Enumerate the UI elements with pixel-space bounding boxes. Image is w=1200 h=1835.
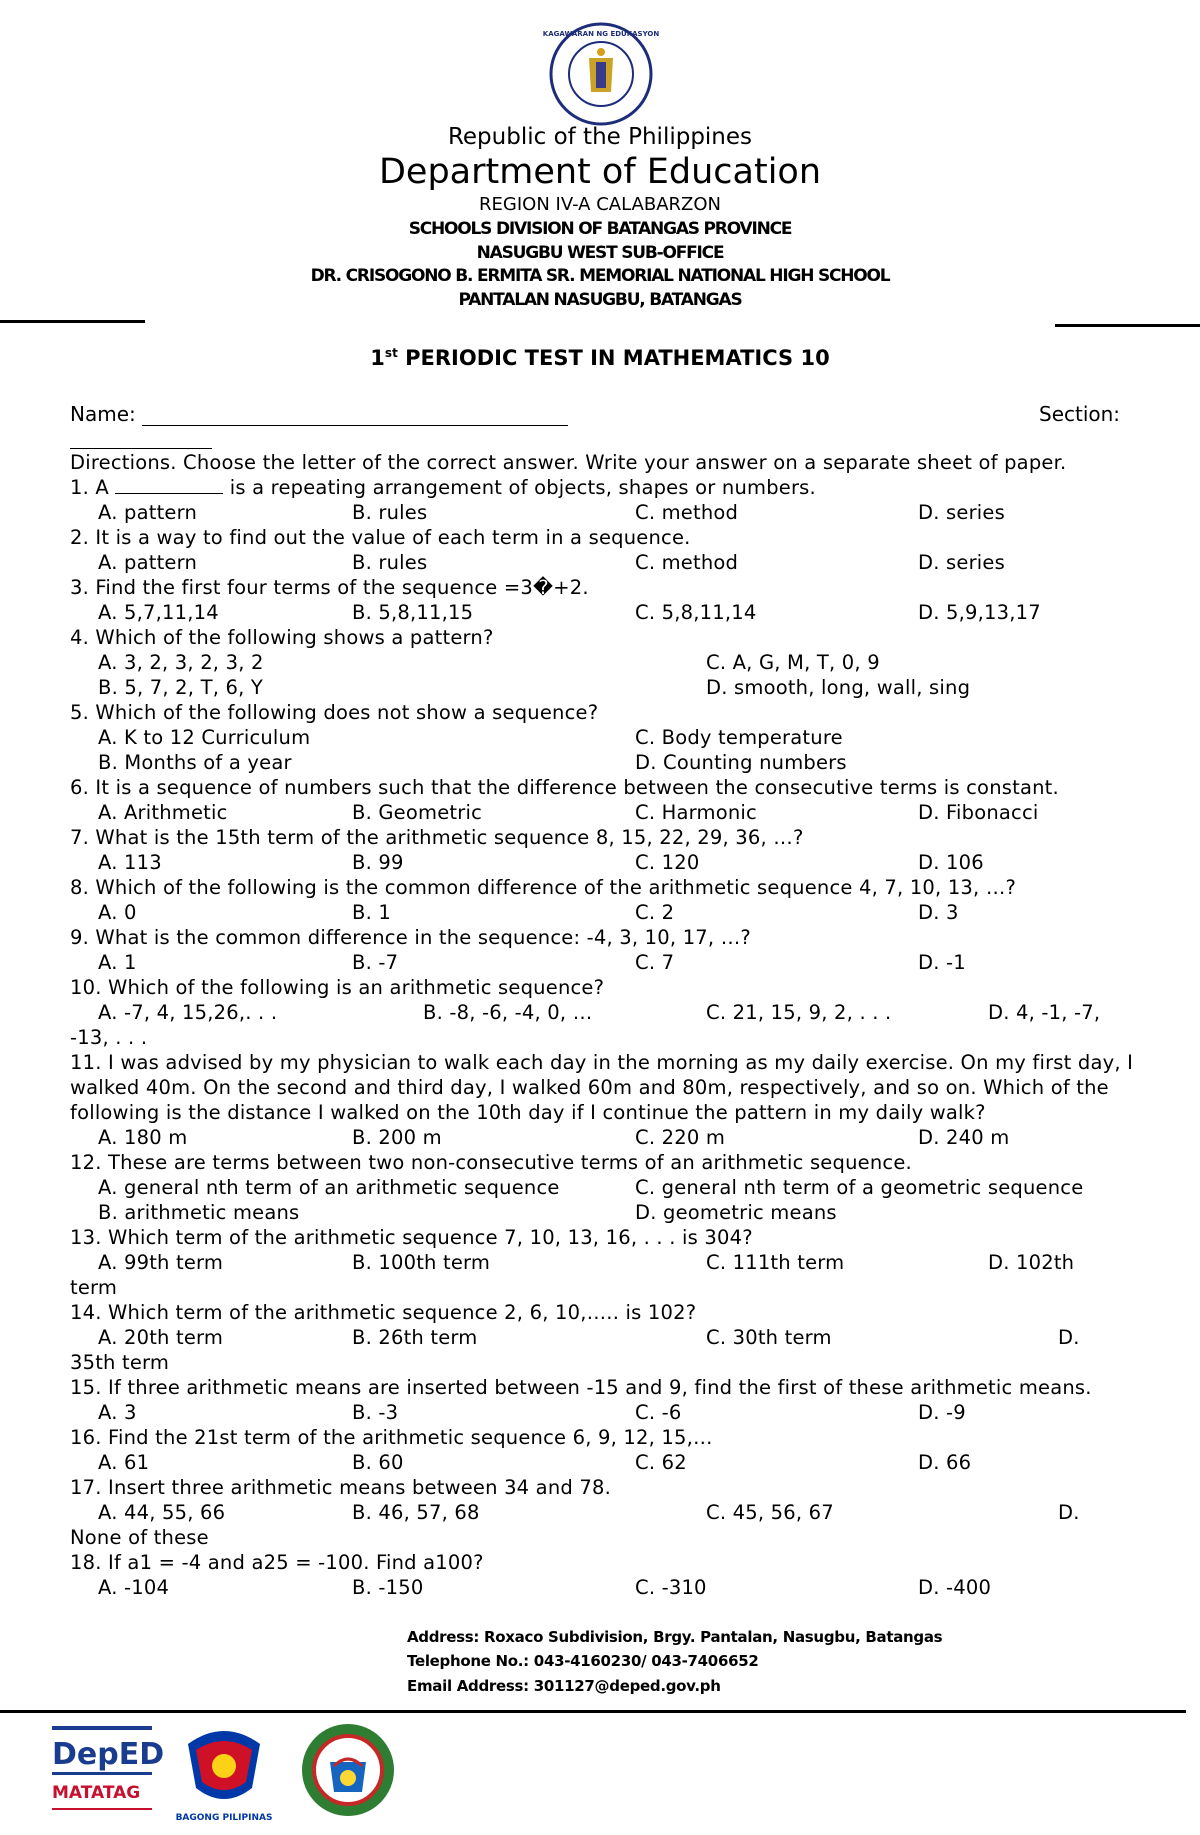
option-b: B. -150 <box>352 1576 424 1599</box>
header-republic: Republic of the Philippines <box>447 124 753 150</box>
option-d: D. <box>1058 1326 1080 1349</box>
option-d: D. geometric means <box>635 1201 837 1224</box>
question-4: 4. Which of the following shows a pattern? <box>70 626 494 649</box>
deped-matatag-logo <box>48 1724 165 1824</box>
school-seal-logo <box>300 1722 396 1818</box>
question-5-options-row1 <box>70 725 1135 750</box>
question-1: 1. A is a repeating arrangement of objects, shapes or numbers. <box>70 476 816 499</box>
header-region: REGION IV-A CALABARZON <box>479 194 721 215</box>
option-c: C. 21, 15, 9, 2, . . . <box>706 1001 892 1024</box>
name-label: Name: <box>70 402 136 426</box>
option-c: C. -6 <box>635 1401 682 1424</box>
option-c: C. Body temperature <box>635 726 843 749</box>
question-8: 8. Which of the following is the common difference of the arithmetic sequence 4, 7, 10, 13, …? <box>70 876 1017 899</box>
option-c: C. method <box>635 501 739 524</box>
option-c: C. 45, 56, 67 <box>706 1501 834 1524</box>
option-b: B. -3 <box>352 1401 399 1424</box>
deped-text: DepED <box>52 1737 165 1772</box>
question-16-options <box>70 1450 1135 1475</box>
option-d: D. 106 <box>918 851 984 874</box>
option-d: D. Counting numbers <box>635 751 847 774</box>
option-b: B. rules <box>352 551 428 574</box>
question-5-options-row2 <box>70 750 1135 775</box>
option-a: A. -7, 4, 15,26,. . . <box>98 1001 278 1024</box>
footer-rule <box>0 1710 1186 1713</box>
option-a: A. pattern <box>98 551 198 574</box>
question-15-options <box>70 1400 1135 1425</box>
footer-telephone: Telephone No.: 043-4160230/ 043-7406652 <box>407 1652 759 1670</box>
option-a: A. pattern <box>98 501 198 524</box>
footer-address: Address: Roxaco Subdivision, Brgy. Pantalan, Nasugbu, Batangas <box>407 1628 943 1646</box>
question-17-options <box>70 1500 1135 1525</box>
option-a: A. -104 <box>98 1576 170 1599</box>
option-d: D. Fibonacci <box>918 801 1039 824</box>
option-c: C. 7 <box>635 951 675 974</box>
question-4-options-row1 <box>70 650 1135 675</box>
option-c: C. A, G, M, T, 0, 9 <box>706 651 880 674</box>
option-a: A. 0 <box>98 901 137 924</box>
option-a: A. Arithmetic <box>98 801 228 824</box>
question-8-options <box>70 900 1135 925</box>
question-4-options-row2 <box>70 675 1135 700</box>
question-10: 10. Which of the following is an arithmetic sequence? <box>70 976 605 999</box>
question-14-option-d-cont: 35th term <box>70 1351 170 1374</box>
option-d: D. -9 <box>918 1401 966 1424</box>
option-c: C. 111th term <box>706 1251 845 1274</box>
answer-blank <box>115 475 223 494</box>
option-a: A. general nth term of an arithmetic sequence <box>98 1176 560 1199</box>
option-b: B. 5,8,11,15 <box>352 601 474 624</box>
question-12: 12. These are terms between two non-consecutive terms of an arithmetic sequence. <box>70 1151 912 1174</box>
option-b: B. rules <box>352 501 428 524</box>
option-a: A. 44, 55, 66 <box>98 1501 226 1524</box>
question-13-option-d-cont: term <box>70 1276 118 1299</box>
option-a: A. 99th term <box>98 1251 224 1274</box>
option-b: B. 26th term <box>352 1326 478 1349</box>
footer-email: Email Address: 301127@deped.gov.ph <box>407 1677 721 1695</box>
header-school-name: DR. CRISOGONO B. ERMITA SR. MEMORIAL NATIONAL HIGH SCHOOL <box>310 266 890 286</box>
option-b: B. Geometric <box>352 801 483 824</box>
header-division: SCHOOLS DIVISION OF BATANGAS PROVINCE <box>408 219 792 239</box>
matatag-text: MATATAG <box>52 1783 141 1803</box>
question-11: 11. I was advised by my physician to walk each day in the morning as my daily exercise. On my first day, I walked 40m. On the second and third day, I walked 60m and 80m, respectively, and so on. Which of the following is the distance I walked on the 10th day if I continue the pattern in my daily walk? <box>70 1051 1134 1124</box>
question-2-options <box>70 550 1135 575</box>
option-a: A. 20th term <box>98 1326 224 1349</box>
option-a: A. 180 m <box>98 1126 188 1149</box>
header-school-address: PANTALAN NASUGBU, BATANGAS <box>458 290 742 310</box>
option-c: C. 5,8,11,14 <box>635 601 757 624</box>
option-c: C. 120 <box>635 851 700 874</box>
question-11-options <box>70 1125 1135 1150</box>
option-b: B. 46, 57, 68 <box>352 1501 480 1524</box>
option-b: B. -8, -6, -4, 0, … <box>423 1001 593 1024</box>
question-1-options <box>70 500 1135 525</box>
question-14: 14. Which term of the arithmetic sequence 2, 6, 10,….. is 102? <box>70 1301 697 1324</box>
header-rule-right <box>1055 324 1200 327</box>
option-d: D. 66 <box>918 1451 972 1474</box>
option-c: C. general nth term of a geometric sequence <box>635 1176 1084 1199</box>
option-d: D. smooth, long, wall, sing <box>706 676 971 699</box>
directions: Directions. Choose the letter of the correct answer. Write your answer on a separate sheet of paper. <box>70 451 1067 474</box>
question-12-options-row2 <box>70 1200 1135 1225</box>
option-b: B. -7 <box>352 951 399 974</box>
option-c: C. Harmonic <box>635 801 757 824</box>
question-3: 3. Find the first four terms of the sequence =3�+2. <box>70 576 589 599</box>
question-17-option-d-cont: None of these <box>70 1526 209 1549</box>
question-18: 18. If a1 = -4 and a25 = -100. Find a100? <box>70 1551 484 1574</box>
option-c: C. 62 <box>635 1451 687 1474</box>
section-line[interactable] <box>70 448 212 449</box>
test-title: 1st PERIODIC TEST IN MATHEMATICS 10 <box>370 346 830 370</box>
option-a: A. 1 <box>98 951 137 974</box>
option-d: D. 102th <box>988 1251 1075 1274</box>
option-c: C. -310 <box>635 1576 707 1599</box>
question-6-options <box>70 800 1135 825</box>
option-b: B. 1 <box>352 901 391 924</box>
question-2: 2. It is a way to find out the value of each term in a sequence. <box>70 526 691 549</box>
option-d: D. series <box>918 551 1005 574</box>
question-10-options <box>70 1000 1135 1025</box>
option-a: A. 61 <box>98 1451 150 1474</box>
bagong-pilipinas-logo <box>176 1724 272 1826</box>
option-c: C. 30th term <box>706 1326 832 1349</box>
question-7: 7. What is the 15th term of the arithmetic sequence 8, 15, 22, 29, 36, …? <box>70 826 804 849</box>
option-a: A. 3, 2, 3, 2, 3, 2 <box>98 651 264 674</box>
question-16: 16. Find the 21st term of the arithmetic sequence 6, 9, 12, 15,… <box>70 1426 713 1449</box>
option-b: B. 200 m <box>352 1126 442 1149</box>
option-b: B. Months of a year <box>98 751 292 774</box>
option-b: B. 60 <box>352 1451 404 1474</box>
option-b: B. 99 <box>352 851 404 874</box>
option-d: D. series <box>918 501 1005 524</box>
question-13: 13. Which term of the arithmetic sequence 7, 10, 13, 16, . . . is 304? <box>70 1226 753 1249</box>
question-10-option-d-cont: -13, . . . <box>70 1026 148 1049</box>
question-3-options <box>70 600 1135 625</box>
option-b: B. 5, 7, 2, T, 6, Y <box>98 676 264 699</box>
question-18-options <box>70 1575 1135 1600</box>
bagong-pilipinas-text: BAGONG PILIPINAS <box>175 1813 273 1823</box>
option-d: D. 5,9,13,17 <box>918 601 1041 624</box>
option-b: B. 100th term <box>352 1251 491 1274</box>
svg-text:KAGAWARAN NG EDUKASYON: KAGAWARAN NG EDUKASYON <box>542 30 660 38</box>
question-13-options <box>70 1250 1135 1275</box>
option-a: A. K to 12 Curriculum <box>98 726 311 749</box>
option-c: C. method <box>635 551 739 574</box>
option-b: B. arithmetic means <box>98 1201 300 1224</box>
name-line[interactable] <box>142 403 568 426</box>
header-sub-office: NASUGBU WEST SUB-OFFICE <box>476 243 724 263</box>
option-c: C. 2 <box>635 901 675 924</box>
question-5: 5. Which of the following does not show a sequence? <box>70 701 599 724</box>
question-9-options <box>70 950 1135 975</box>
question-9: 9. What is the common difference in the sequence: -4, 3, 10, 17, …? <box>70 926 751 949</box>
question-7-options <box>70 850 1135 875</box>
question-15: 15. If three arithmetic means are inserted between -15 and 9, find the first of these arithmetic means. <box>70 1376 1092 1399</box>
option-d: D. 3 <box>918 901 959 924</box>
header-rule-left <box>0 320 145 323</box>
header-department: Department of Education <box>378 152 822 192</box>
option-a: A. 113 <box>98 851 162 874</box>
option-d: D. 4, -1, -7, <box>988 1001 1101 1024</box>
option-a: A. 3 <box>98 1401 137 1424</box>
option-d: D. <box>1058 1501 1080 1524</box>
option-a: A. 5,7,11,14 <box>98 601 219 624</box>
deped-seal-logo <box>542 22 660 126</box>
option-d: D. 240 m <box>918 1126 1010 1149</box>
question-12-options-row1 <box>70 1175 1135 1200</box>
option-d: D. -400 <box>918 1576 992 1599</box>
question-14-options <box>70 1325 1135 1350</box>
name-field[interactable] <box>70 402 568 426</box>
section-label: Section: <box>1039 402 1121 426</box>
question-6: 6. It is a sequence of numbers such that the difference between the consecutive terms is constant. <box>70 776 1059 799</box>
option-d: D. -1 <box>918 951 966 974</box>
option-c: C. 220 m <box>635 1126 726 1149</box>
test-body <box>70 450 1135 1600</box>
question-17: 17. Insert three arithmetic means between 34 and 78. <box>70 1476 611 1499</box>
